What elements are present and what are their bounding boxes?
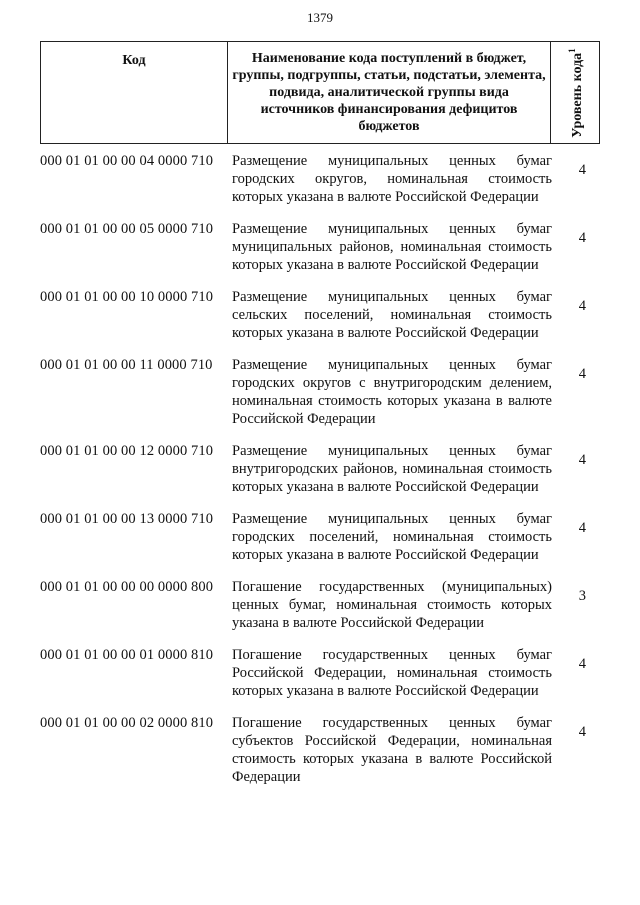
row-code: 000 01 01 00 00 04 0000 710: [40, 153, 214, 169]
table-row: [40, 510, 600, 564]
table-row: [40, 714, 600, 786]
header-level-label: Уровень кода: [569, 52, 585, 138]
header-level: [551, 42, 599, 143]
row-name: Погашение государственных ценных бумаг Российской Федерации, номинальная стоимость которых указана в валюте Российской Федерации: [232, 647, 552, 699]
row-level: 4: [578, 724, 586, 740]
row-code: 000 01 01 00 00 13 0000 710: [40, 511, 214, 527]
row-level: 4: [578, 452, 586, 468]
table-row: [40, 356, 600, 428]
row-level: 4: [578, 366, 586, 382]
table-row: [40, 646, 600, 700]
row-name: Размещение муниципальных ценных бумаг городских округов с внутригородским делением, номинальная стоимость которых указана в валюте Российской Федерации: [232, 357, 552, 427]
row-name: Размещение муниципальных ценных бумаг городских округов, номинальная стоимость которых указана в валюте Российской Федерации: [232, 153, 552, 205]
header-name: Наименование кода поступлений в бюджет, группы, подгруппы, статьи, подстатьи, элемента, подвида, аналитической группы вида источников финансирования дефицитов бюджетов: [228, 42, 551, 143]
row-level: 4: [578, 298, 586, 314]
table-row: [40, 220, 600, 274]
row-level: 4: [578, 162, 586, 178]
row-level: 4: [578, 520, 586, 536]
row-name: Размещение муниципальных ценных бумаг городских поселений, номинальная стоимость которых указана в валюте Российской Федерации: [232, 511, 552, 563]
header-level-text: [564, 48, 586, 137]
row-name: Погашение государственных (муниципальных) ценных бумаг, номинальная стоимость которых указана в валюте Российской Федерации: [232, 579, 552, 631]
row-level: 4: [578, 656, 586, 672]
row-code: 000 01 01 00 00 01 0000 810: [40, 647, 214, 663]
row-name: Размещение муниципальных ценных бумаг муниципальных районов, номинальная стоимость которых указана в валюте Российской Федерации: [232, 221, 552, 273]
header-level-footnote: 1: [567, 47, 578, 53]
table-row: [40, 152, 600, 206]
row-code: 000 01 01 00 00 05 0000 710: [40, 221, 214, 237]
table-header: [40, 41, 600, 144]
row-code: 000 01 01 00 00 12 0000 710: [40, 443, 214, 459]
table-body: [40, 152, 600, 800]
row-level: 4: [578, 230, 586, 246]
row-name: Размещение муниципальных ценных бумаг внутригородских районов, номинальная стоимость которых указана в валюте Российской Федерации: [232, 443, 552, 495]
row-code: 000 01 01 00 00 02 0000 810: [40, 715, 214, 731]
header-code: Код: [41, 42, 228, 143]
row-code: 000 01 01 00 00 11 0000 710: [40, 357, 213, 373]
table-row: [40, 288, 600, 342]
row-name: Размещение муниципальных ценных бумаг сельских поселений, номинальная стоимость которых указана в валюте Российской Федерации: [232, 289, 552, 341]
row-code: 000 01 01 00 00 00 0000 800: [40, 579, 214, 595]
row-name: Погашение государственных ценных бумаг субъектов Российской Федерации, номинальная стоимость которых указана в валюте Российской Федерации: [232, 715, 552, 785]
row-level: 3: [578, 588, 586, 604]
table-row: [40, 578, 600, 632]
table-row: [40, 442, 600, 496]
row-code: 000 01 01 00 00 10 0000 710: [40, 289, 214, 305]
page-number: 1379: [307, 10, 333, 25]
